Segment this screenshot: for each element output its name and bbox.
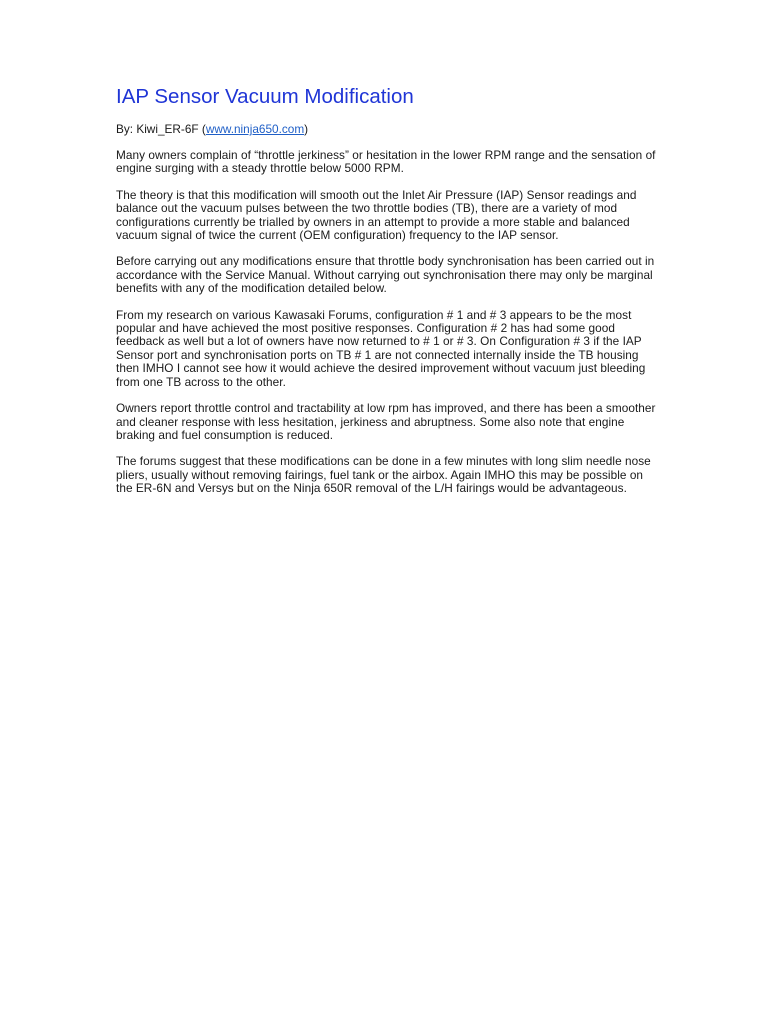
byline-suffix: ) <box>304 122 309 136</box>
author-byline <box>116 122 656 136</box>
paragraph-research: From my research on various Kawasaki Forums, configuration # 1 and # 3 appears to be the most popular and have achieved the most positive responses. Configuration # 2 has had some good feedback as well but a lot of owners have now returned to # 1 or # 3. On Configuration # 3 if the IAP Sensor port and synchronisation ports on TB # 1 are not connected internally inside the TB housing then IMHO I cannot see how it would achieve the desired improvement without vacuum just bleeding from one TB across to the other. <box>116 307 646 389</box>
document-title: IAP Sensor Vacuum Modification <box>116 85 414 108</box>
paragraph-procedure: The forums suggest that these modifications can be done in a few minutes with long slim needle nose pliers, usually without removing fairings, fuel tank or the airbox. Again IMHO this may be possible on the ER-6N and Versys but on the Ninja 650R removal of the L/H fairings would be advantageous. <box>116 454 651 496</box>
paragraph-prerequisites: Before carrying out any modifications ensure that throttle body synchronisation has been carried out in accordance with the Service Manual. Without carrying out synchronisation there may only be marginal benefits with any of the modification detailed below. <box>116 254 655 296</box>
paragraph-symptoms: Many owners complain of “throttle jerkiness” or hesitation in the lower RPM range and the sensation of engine surging with a steady throttle below 5000 RPM. <box>116 148 656 176</box>
website-link[interactable]: www.ninja650.com <box>205 122 305 136</box>
paragraph-theory: The theory is that this modification will smooth out the Inlet Air Pressure (IAP) Sensor readings and balance out the vacuum pulses between the two throttle bodies (TB), there are a variety of mod configurations currently be trialled by owners in an attempt to provide a more stable and balanced vacuum signal of twice the current (OEM configuration) frequency to the IAP sensor. <box>116 187 637 243</box>
document-page <box>116 84 656 496</box>
byline-prefix: By: Kiwi_ER-6F ( <box>116 122 206 136</box>
paragraph-results: Owners report throttle control and tractability at low rpm has improved, and there has been a smoother and cleaner response with less hesitation, jerkiness and abruptness. Some also note that engine braking and fuel consumption is reduced. <box>116 401 656 442</box>
